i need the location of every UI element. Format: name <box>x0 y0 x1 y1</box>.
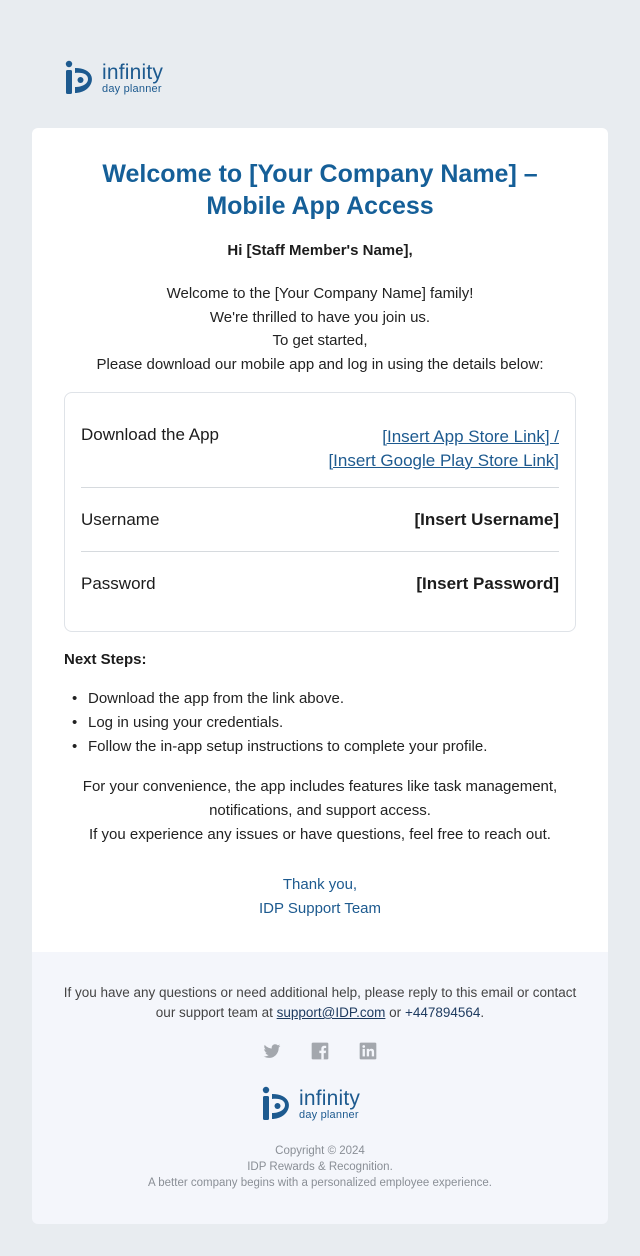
brand-name: infinity <box>102 60 164 84</box>
copyright-line: A better company begins with a personalized employee experience. <box>148 1177 492 1189</box>
signoff <box>32 873 608 921</box>
brand-tagline: day planner <box>102 82 162 95</box>
list-item: • Follow the in-app setup instructions to complete your profile. <box>72 735 487 759</box>
help-suffix: . <box>480 1005 485 1020</box>
email-footer <box>32 952 608 1224</box>
header-logo <box>64 60 163 96</box>
signoff-line: Thank you, <box>282 876 358 893</box>
help-or: or <box>389 1005 402 1020</box>
intro-line: Welcome to the [Your Company Name] family! <box>166 285 474 302</box>
signoff-team: IDP Support Team <box>258 900 381 917</box>
copyright <box>32 1143 608 1191</box>
download-label: Download the App <box>81 425 219 444</box>
credentials-box <box>64 392 576 632</box>
list-item: • Download the app from the link above. <box>72 687 487 711</box>
intro-line: We're thrilled to have you join us. <box>209 308 431 326</box>
facebook-icon[interactable] <box>310 1041 330 1061</box>
social-links <box>32 1041 608 1061</box>
email-card <box>32 128 608 952</box>
footer-help-text <box>62 983 578 1023</box>
download-links <box>328 425 559 473</box>
greeting: Hi [Staff Member's Name], <box>227 242 413 259</box>
list-item: • Log in using your credentials. <box>72 711 487 735</box>
brand-name: infinity <box>299 1086 361 1110</box>
convenience-line: notifications, and support access. <box>209 802 431 819</box>
infinity-logo-icon <box>64 60 96 96</box>
app-store-link[interactable]: [Insert App Store Link] / <box>382 427 559 446</box>
convenience-line: If you experience any issues or have questions, feel free to reach out. <box>89 826 551 843</box>
email-title: Welcome to [Your Company Name] – Mobile App Access <box>102 160 538 220</box>
intro-line: To get started, <box>272 332 368 349</box>
footer-logo <box>261 1086 360 1122</box>
next-steps-title: Next Steps: <box>64 651 147 668</box>
help-prefix: If you have any questions or need additional help, please reply to this email or contact our support team at <box>63 985 577 1020</box>
intro-line: Please download our mobile app and log in using the details below: <box>96 355 544 373</box>
convenience-text <box>52 775 588 847</box>
password-label: Password <box>81 574 156 593</box>
twitter-icon[interactable] <box>262 1041 282 1061</box>
next-steps-list <box>72 687 487 759</box>
convenience-line: For your convenience, the app includes features like task management, <box>82 778 558 795</box>
password-value: [Insert Password] <box>416 574 559 593</box>
intro-text <box>52 282 588 376</box>
brand-tagline: day planner <box>299 1108 359 1121</box>
copyright-line: Copyright © 2024 <box>275 1145 365 1157</box>
infinity-logo-icon <box>261 1086 293 1122</box>
username-value: [Insert Username] <box>414 510 559 529</box>
username-row <box>81 488 559 552</box>
download-row <box>81 393 559 488</box>
google-play-link[interactable]: [Insert Google Play Store Link] <box>328 451 559 470</box>
support-phone[interactable]: +447894564 <box>404 1005 481 1020</box>
linkedin-icon[interactable] <box>358 1041 378 1061</box>
password-row <box>81 552 559 616</box>
copyright-line: IDP Rewards & Recognition. <box>247 1161 393 1173</box>
username-label: Username <box>81 510 160 529</box>
support-email-link[interactable]: support@IDP.com <box>276 1005 386 1020</box>
